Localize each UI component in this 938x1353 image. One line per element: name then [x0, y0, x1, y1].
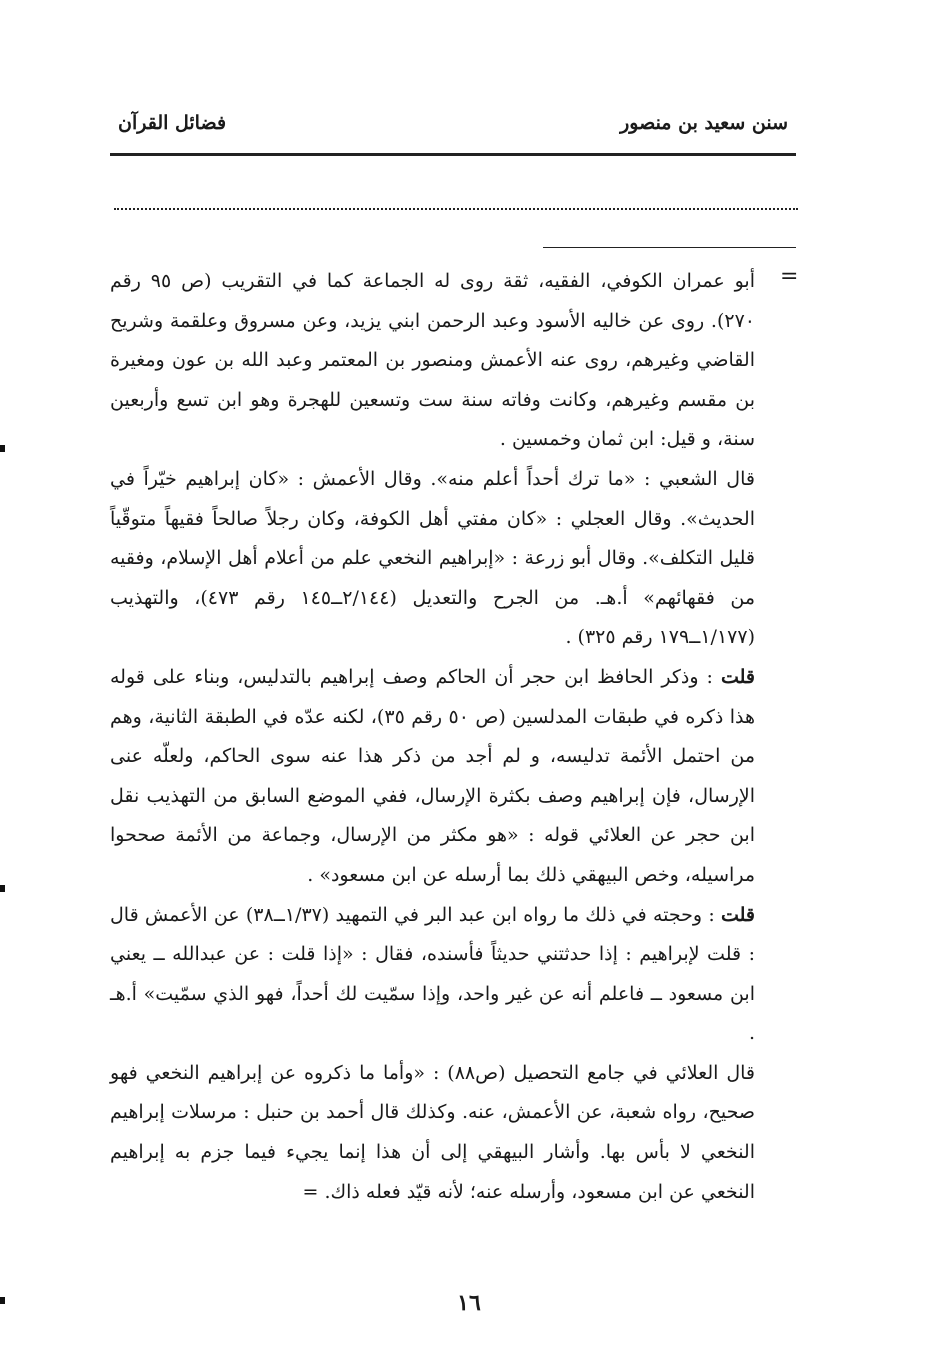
paragraph-lead: قلت — [720, 903, 755, 926]
scan-mark — [0, 1297, 5, 1304]
continuation-mark: = — [780, 264, 799, 289]
footnote-body — [110, 262, 755, 1212]
paragraph-4 — [110, 896, 755, 1054]
paragraph-3 — [110, 658, 755, 896]
paragraph-text: قال الشعبي : «ما ترك أحداً أعلم منه». وقال الأعمش : «كان إبراهيم خيّراً في الحديث». وقال العجلي : «كان مفتي أهل الكوفة، وكان رجلاً صالحاً فقيهاً متوقّياً قليل التكلف». وقال أبو زرعة : «إبراهيم النخعي علم من أعلام أهل الإسلام، وفقيه من فقهائهم» أ.هـ. من الجرح والتعديل (٢/١٤٤ــ١٤٥ رقم ٤٧٣)، والتهذيب (١/١٧٧ــ١٧٩ رقم ٣٢٥) . — [110, 467, 755, 649]
trailing-continuation-mark: = — [302, 1180, 319, 1203]
dotted-separator — [114, 208, 798, 210]
paragraph-text: : وحجته في ذلك ما رواه ابن عبد البر في التمهيد (١/٣٧ــ٣٨) عن الأعمش قال : قلت لإبراهيم : إذا حدثتني حديثاً فأسنده، فقال : «إذا قلت : عن عبدالله ــ يعني ابن مسعود ــ فاعلم أنه عن غير واحد، وإذا سمّيت لك أحداً، فهو الذي سمّيت» أ.هـ . — [110, 903, 755, 1045]
paragraph-text: قال العلائي في جامع التحصيل (ص٨٨) : «وأما ما ذكروه عن إبراهيم النخعي فهو صحيح، رواه شعبة، عن الأعمش، عنه. وكذلك قال أحمد بن حنبل : مرسلات إبراهيم النخعي لا بأس بها. وأشار البيهقي إلى أن هذا إنما يجيء فيما جزم به إبراهيم النخعي عن ابن مسعود، وأرسله عنه؛ لأنه قيّد فعله ذاك. — [110, 1061, 755, 1203]
paragraph-2 — [110, 460, 755, 658]
paragraph-text: : وذكر الحافظ ابن حجر أن الحاكم وصف إبراهيم بالتدليس، وبناء على قوله هذا ذكره في طبقات المدلسين (ص ٥٠ رقم ٣٥)، لكنه عدّه في الطبقة الثانية، وهم من احتمل الأئمة تدليسه، و لم أجد من ذكر هذا عنه سوى الحاكم، ولعلّه عنى الإرسال، فإن إبراهيم وصف بكثرة الإرسال، ففي الموضع السابق من التهذيب نقل ابن حجر عن العلائي قوله : «هو مكثر من الإرسال، وجماعة من الأئمة صححوا مراسيله، وخص البيهقي ذلك بما أرسله عن ابن مسعود» . — [110, 665, 756, 886]
paragraph-1 — [110, 262, 755, 460]
paragraph-5 — [110, 1054, 755, 1212]
page-number: ١٦ — [457, 1290, 481, 1316]
paragraph-text: أبو عمران الكوفي، الفقيه، ثقة روى له الجماعة كما في التقريب (ص ٩٥ رقم ٢٧٠). روى عن خاليه الأسود وعبد الرحمن ابني يزيد، وعن مسروق وعلقمة وشريح القاضي وغيرهم، روى عنه الأعمش ومنصور بن المعتمر وعبد الله بن عون ومغيرة بن مقسم وغيرهم، وكانت وفاته سنة ست وتسعين للهجرة وهو ابن تسع وأربعين سنة، و قيل: ابن ثمان وخمسين . — [110, 270, 755, 451]
scan-mark — [0, 885, 5, 892]
header-rule — [110, 153, 796, 156]
book-title: سنن سعيد بن منصور — [620, 112, 788, 134]
paragraph-lead: قلت — [720, 665, 755, 688]
section-title: فضائل القرآن — [118, 112, 227, 134]
scan-mark — [0, 445, 5, 452]
footnote-rule — [543, 247, 796, 248]
